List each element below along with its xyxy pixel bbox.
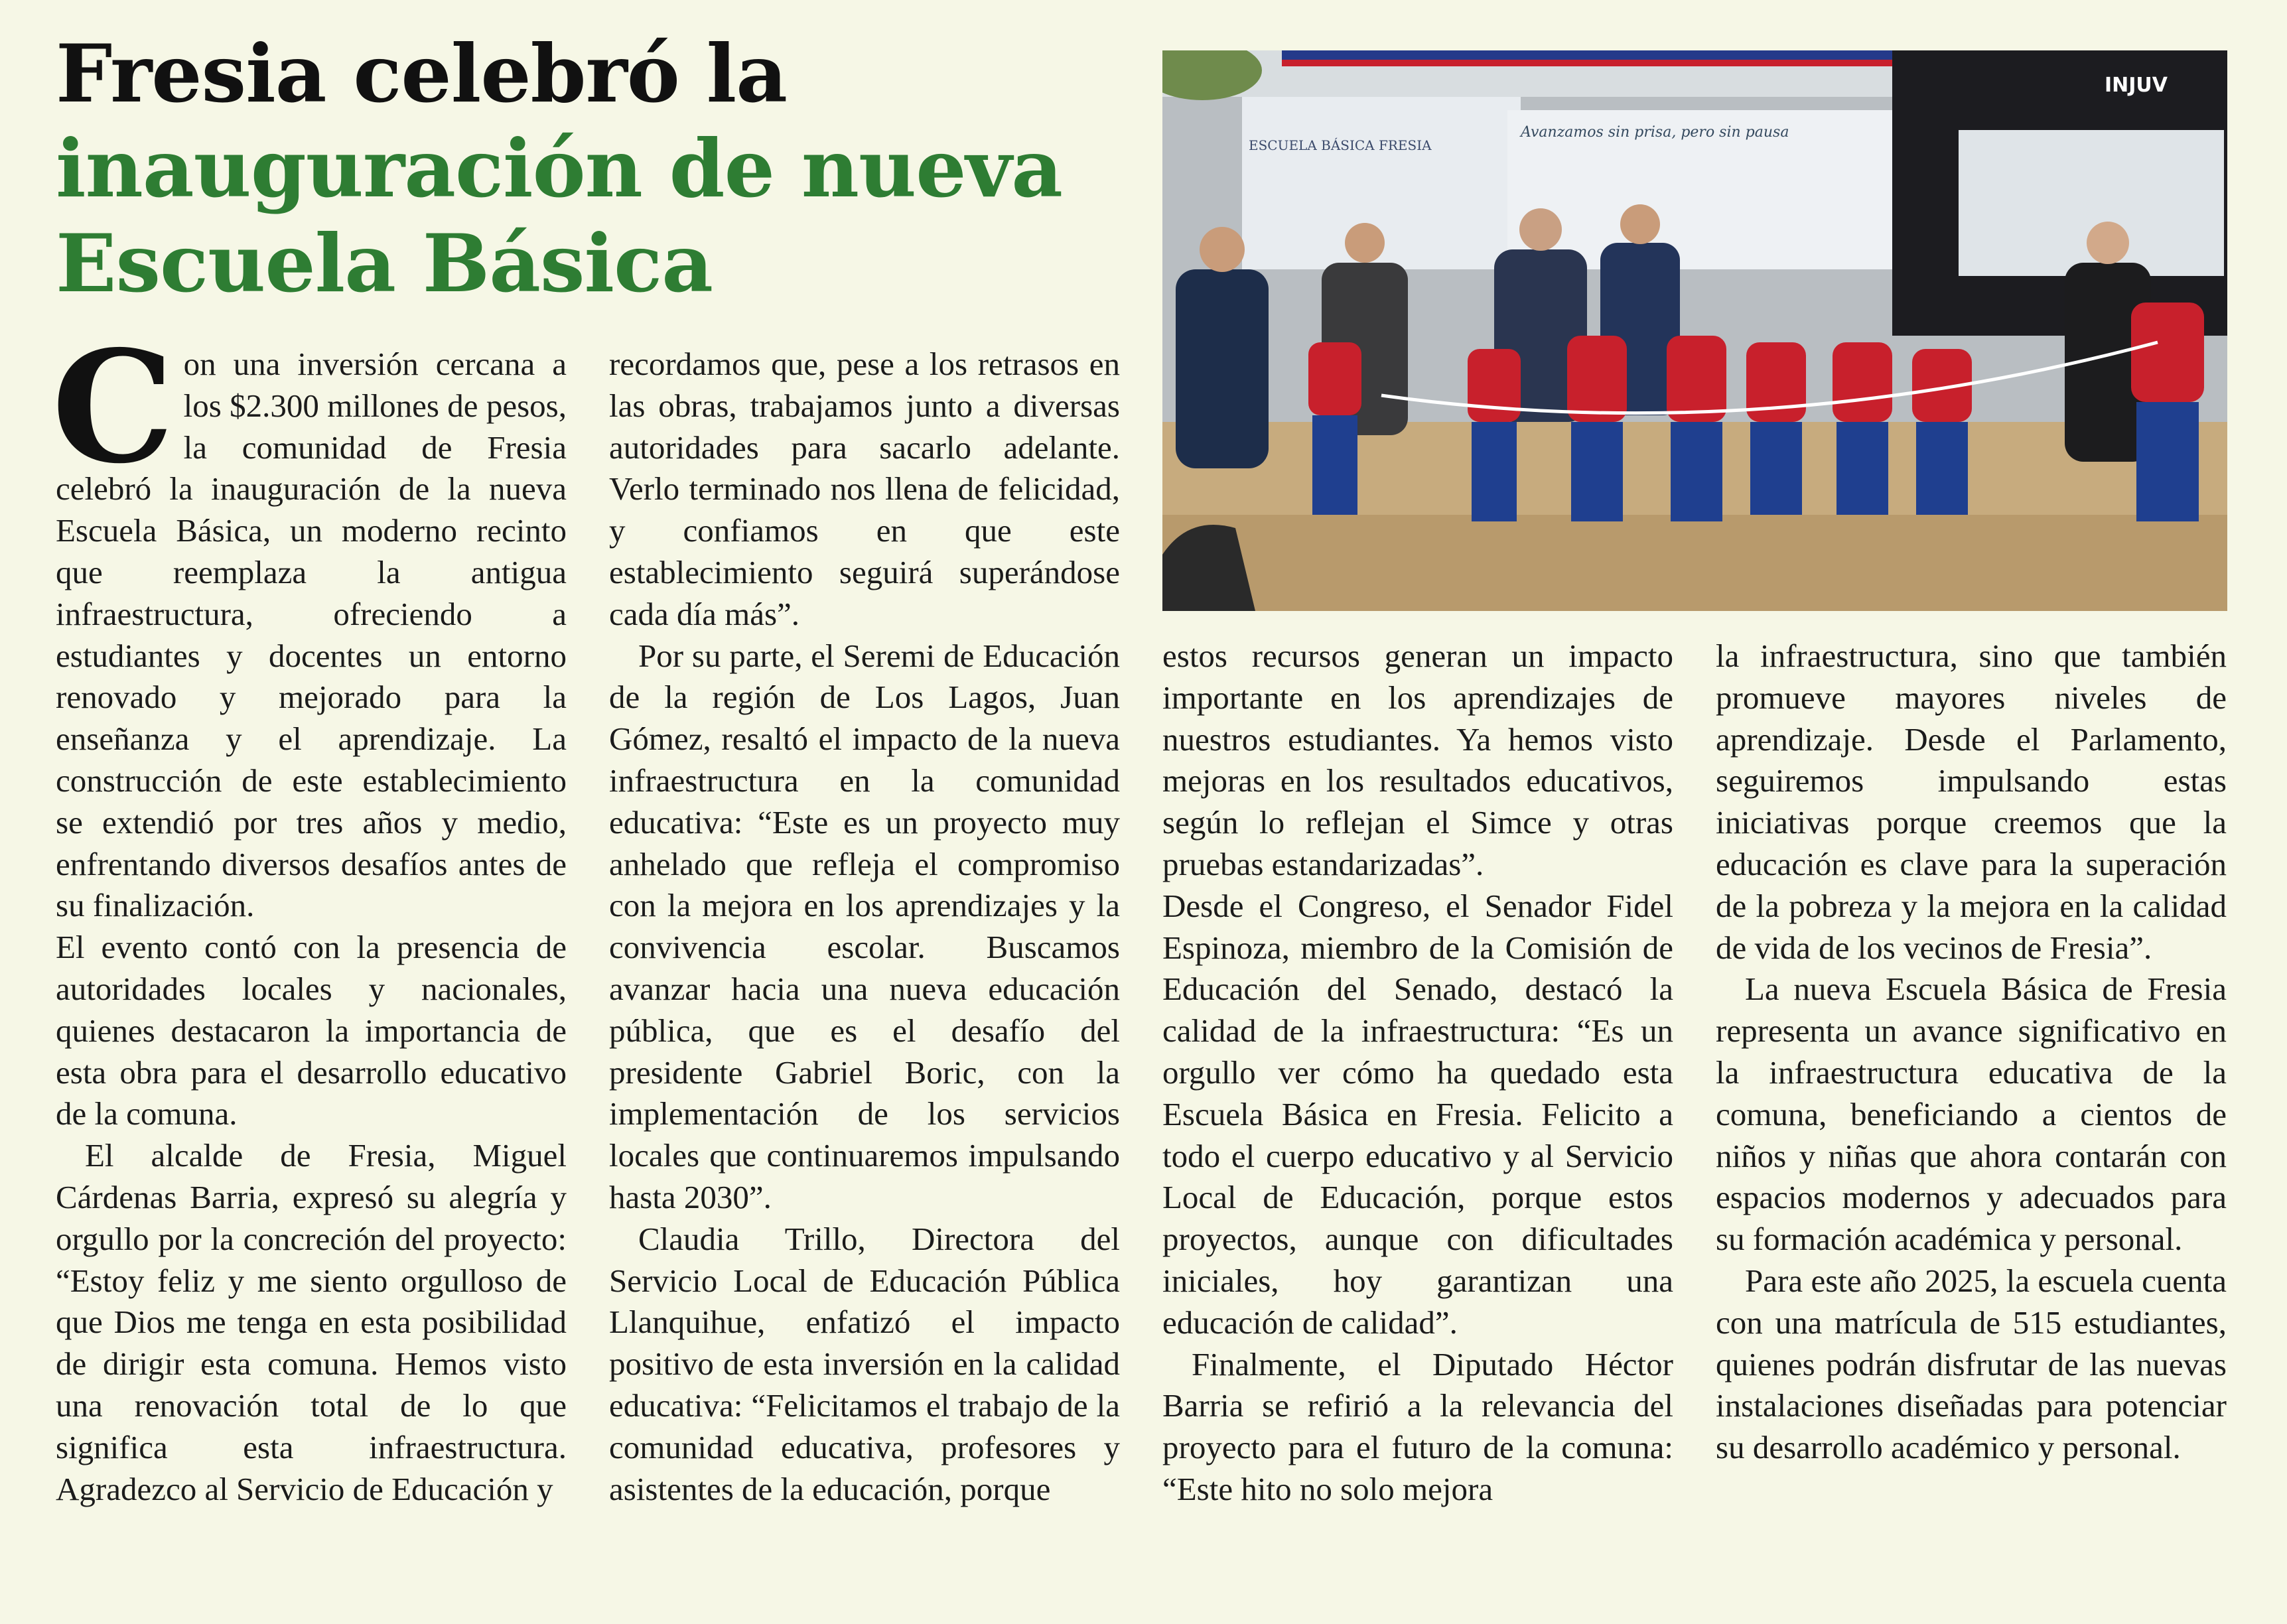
banner-school: ESCUELA BÁSICA FRESIA xyxy=(1249,137,1432,153)
article-column-4 xyxy=(1716,636,2227,1469)
paragraph xyxy=(52,316,567,927)
paragraph: estos recursos generan un impacto importante en los aprendizajes de nuestros estudiantes. Ya hemos visto mejoras en los resultados educativos, según lo reflejan el Simce y otras pruebas estandarizadas”. xyxy=(1162,638,1673,882)
paragraph: Finalmente, el Diputado Héctor Barria se refirió a la relevancia del proyecto para el futuro de la comuna: “Este hito no solo mejora xyxy=(1162,1345,1673,1507)
drop-cap: C xyxy=(52,316,174,498)
article-column-3 xyxy=(1162,636,1673,1511)
paragraph: El alcalde de Fresia, Miguel Cárdenas Barria, expresó su alegría y orgullo por la concreción del proyecto: “Estoy feliz y me siento orgulloso de que Dios me tenga en esta posibilidad de dirigir esta comuna. Hemos visto una renovación total de lo que significa esta infraestructura. Agradezco al Servicio de Educación y xyxy=(56,1137,567,1507)
paragraph: Por su parte, el Seremi de Educación de la región de Los Lagos, Juan Gómez, resaltó el impacto de la nueva infraestructura en la comunidad educativa: “Este es un proyecto muy anhelado que refleja el compromiso con la mejora en los aprendizajes y la convivencia escolar. Buscamos avanzar hacia una nueva educación pública, que es el desafío del presidente Gabriel Boric, con la implementación de los servicios locales que continuaremos impulsando hasta 2030”. xyxy=(609,637,1120,1215)
paragraph: Para este año 2025, la escuela cuenta con una matrícula de 515 estudiantes, quienes podrán disfrutar de las nuevas instalaciones diseñadas para potenciar su desarrollo académico y personal. xyxy=(1716,1262,2227,1466)
injuv-sign: INJUV xyxy=(2105,74,2168,97)
paragraph: Claudia Trillo, Directora del Servicio Local de Educación Pública Llanquihue, enfatizó el impacto positivo de esta inversión en la calidad educativa: “Felicitamos el trabajo de la comunidad educativa, profesores y asistentes de la educación, porque xyxy=(609,1220,1120,1507)
headline-line-3: Escuela Básica xyxy=(56,217,713,310)
article-column-2 xyxy=(609,344,1120,1510)
paragraph: la infraestructura, sino que también promueve mayores niveles de aprendizaje. Desde el Parlamento, seguiremos impulsando estas iniciativas porque creemos que la educación es clave para la superación de la pobreza y la mejora en la calidad de vida de los vecinos de Fresia”. xyxy=(1716,638,2227,966)
paragraph: recordamos que, pese a los retrasos en las obras, trabajamos junto a diversas autoridades para sacarlo adelante. Verlo terminado nos llena de felicidad, y confiamos en que este establecimiento seguirá superándose cada día más”. xyxy=(609,346,1120,632)
article-column-1 xyxy=(52,316,567,1510)
paragraph: Desde el Congreso, el Senador Fidel Espinoza, miembro de la Comisión de Educación del Senado, destacó la calidad de la infraestructura: “Es un orgullo ver cómo ha quedado esta Escuela Básica en Fresia. Felicito a todo el cuerpo educativo y al Servicio Local de Educación, porque estos proyectos, aunque con dificultades iniciales, hoy garantizan una educación de calidad”. xyxy=(1162,887,1673,1341)
headline-line-1: Fresia celebró la xyxy=(56,27,787,121)
headline-line-2: inauguración de nueva xyxy=(56,122,1063,216)
paragraph: El evento contó con la presencia de autoridades locales y nacionales, quienes destacaron la importancia de esta obra para el desarrollo educativo de la comuna. xyxy=(56,929,567,1132)
headline xyxy=(56,27,1117,311)
banner-slogan: Avanzamos sin prisa, pero sin pausa xyxy=(1521,124,1789,141)
paragraph: La nueva Escuela Básica de Fresia representa un avance significativo en la infraestructura educativa de la comuna, beneficiando a cientos de niños y niñas que ahora contarán con espacios modernos y adecuados para su formación académica y personal. xyxy=(1716,971,2227,1258)
event-photo xyxy=(1162,50,2227,611)
paragraph-text: on una inversión cercana a los $2.300 millones de pesos, la comunidad de Fresia celebró la inauguración de la nueva Escuela Básica, un moderno recinto que reemplaza la antigua infraestructura, ofreciendo a estudiantes y docentes un entorno renovado y mejorado para la enseñanza y el aprendizaje. La construcción de este establecimiento se extendió por tres años y medio, enfrentando diversos desafíos antes de su finalización. xyxy=(56,346,567,924)
